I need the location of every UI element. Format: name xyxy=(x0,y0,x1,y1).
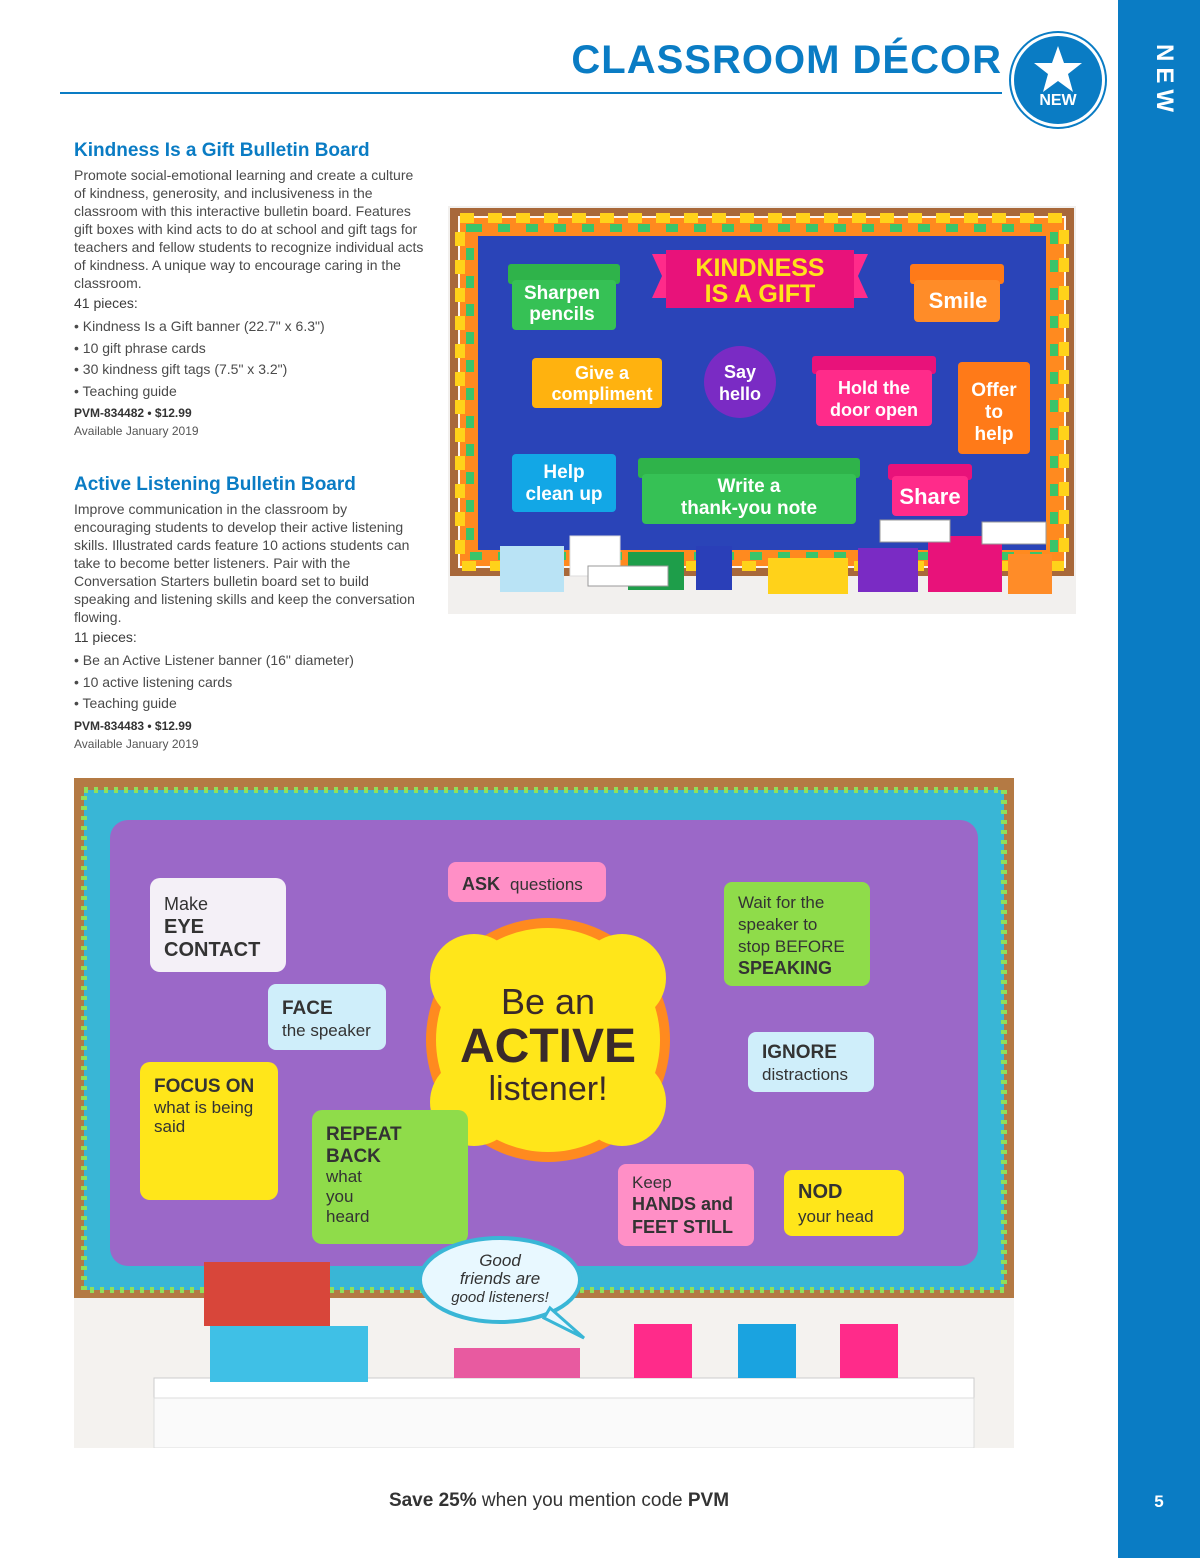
list-item: • Teaching guide xyxy=(74,693,426,715)
card-bold: FACE xyxy=(282,998,333,1019)
page-number: 5 xyxy=(1154,1492,1164,1511)
card-line: what xyxy=(326,1167,362,1186)
listening-card-face-speaker xyxy=(268,984,386,1050)
product-title: Kindness Is a Gift Bulletin Board xyxy=(74,140,370,161)
card-line: FEET STILL xyxy=(632,1217,733,1237)
product-description: Promote social-emotional learning and create a culture of kindness, generosity, and inclusiveness in the classroom with this interactive bulletin board. Features gift boxes with kind acts to do at school and gift tags for teachers and fellow students to recognize individual acts of kindness. A unique way to encourage caring in the classroom. xyxy=(74,167,424,291)
product-pieces: 11 pieces: xyxy=(74,629,137,645)
basket xyxy=(210,1326,368,1382)
new-badge xyxy=(1014,36,1102,124)
card-line: Offer xyxy=(971,380,1017,401)
product-pieces: 41 pieces: xyxy=(74,295,138,311)
card-line: you xyxy=(326,1187,354,1206)
center-line: Be an xyxy=(500,981,596,1022)
list-item: • 10 gift phrase cards xyxy=(74,338,426,360)
side-new-label: NEW xyxy=(1151,44,1178,118)
card-bold: REPEAT xyxy=(326,1124,402,1145)
card-line: thank-you note xyxy=(680,498,818,519)
listening-card-ask-questions xyxy=(448,862,606,902)
listening-card-nod xyxy=(784,1170,904,1236)
product-sku-price: PVM-834482 • $12.99 xyxy=(74,406,192,420)
side-band xyxy=(1118,0,1200,1558)
gift-card-help-clean xyxy=(512,454,616,512)
card-line: compliment xyxy=(551,384,653,404)
card-line: what is being xyxy=(154,1098,254,1117)
list-item: • Kindness Is a Gift banner (22.7" x 6.3") xyxy=(74,316,426,338)
bubble-line: friends are xyxy=(459,1269,541,1288)
card-line: your head xyxy=(798,1207,874,1226)
listening-card-eye-contact xyxy=(150,878,286,972)
card-line: Share xyxy=(899,484,961,509)
card-line: HANDS and xyxy=(632,1194,734,1214)
card-line: Sharpen xyxy=(523,283,601,304)
list-item: • Teaching guide xyxy=(74,381,426,403)
card-bold: Wait for the xyxy=(738,893,825,912)
gift-card-offer-help xyxy=(958,362,1030,454)
listening-card-ignore xyxy=(748,1032,874,1092)
gift-card-smile xyxy=(910,264,1004,322)
product-availability: Available January 2019 xyxy=(74,736,199,751)
list-item: • Be an Active Listener banner (16" diameter) xyxy=(74,650,426,672)
card-line: Smile xyxy=(928,288,988,313)
product-description: Improve communication in the classroom by encouraging students to develop their active listening skills. Illustrated cards feature 10 actions students can take to become better listeners. Pair with the Conversation Starters bulletin board set to build speaking and listening skills and keep the conversation flowing. xyxy=(74,501,415,625)
new-badge-label: NEW xyxy=(1039,92,1077,109)
bubble-line: good listeners! xyxy=(451,1289,549,1306)
footer-discount: Save 25% xyxy=(388,1490,477,1511)
card-line: clean up xyxy=(525,484,603,505)
card-line: Give a xyxy=(574,363,630,383)
center-line: ACTIVE xyxy=(459,1020,637,1073)
card-bold: Make xyxy=(164,894,209,914)
card-line: door open xyxy=(830,400,918,420)
card-line: speaker to xyxy=(738,915,818,934)
listening-card-wait xyxy=(724,882,870,986)
list-item: • 10 active listening cards xyxy=(74,672,426,694)
card-line: Say xyxy=(723,362,757,382)
gift-card-say-hello xyxy=(704,346,776,418)
header-divider xyxy=(60,92,1002,94)
card-line: heard xyxy=(326,1207,370,1226)
card-line: distractions xyxy=(762,1065,848,1084)
card-line: pencils xyxy=(529,304,595,325)
listening-card-keep-still xyxy=(618,1164,754,1246)
footer-promo xyxy=(0,1490,1118,1512)
page-title: CLASSROOM DÉCOR xyxy=(571,38,1002,82)
banner-line: KINDNESS xyxy=(695,254,825,282)
product-active-listening xyxy=(74,474,426,751)
gift-card-sharpen-pencils xyxy=(508,264,620,330)
card-line: questions xyxy=(510,875,583,894)
card-line: hello xyxy=(718,384,762,404)
product-sku-price: PVM-834483 • $12.99 xyxy=(74,718,192,733)
card-line: Write a xyxy=(717,476,781,497)
kindness-board-photo xyxy=(448,206,1076,614)
card-line: the speaker xyxy=(282,1021,371,1040)
gift-card-give-compliment xyxy=(532,358,662,408)
list-item: • 30 kindness gift tags (7.5" x 3.2") xyxy=(74,359,426,381)
gift-card-share xyxy=(888,464,972,516)
gift-card-thank-you xyxy=(638,458,860,524)
card-line: Help xyxy=(543,462,585,483)
crayon-bucket xyxy=(738,1324,796,1378)
card-bold: ASK xyxy=(462,874,501,894)
listening-card-focus xyxy=(140,1062,278,1200)
center-line: listener! xyxy=(488,1070,608,1108)
card-line: SPEAKING xyxy=(738,958,833,978)
product-title: Active Listening Bulletin Board xyxy=(74,474,356,495)
card-bold: NOD xyxy=(798,1181,843,1203)
gift-card-hold-door xyxy=(812,356,936,426)
star-icon xyxy=(1032,44,1084,94)
pencil-bucket xyxy=(634,1324,692,1378)
card-line: BACK xyxy=(326,1146,381,1167)
marker-bucket xyxy=(840,1324,898,1378)
kindness-banner xyxy=(652,250,868,308)
card-bold: Keep xyxy=(632,1173,672,1192)
footer-text: when you mention code xyxy=(476,1490,688,1511)
banner-line: IS A GIFT xyxy=(704,280,816,308)
listening-card-repeat-back xyxy=(312,1110,468,1244)
product-kindness xyxy=(74,140,426,438)
card-bold: IGNORE xyxy=(762,1042,837,1063)
card-line: to xyxy=(985,402,1003,423)
card-line: EYE xyxy=(164,916,205,938)
card-line: stop BEFORE xyxy=(738,937,845,956)
card-bold: FOCUS ON xyxy=(154,1076,255,1097)
footer-code: PVM xyxy=(687,1490,730,1511)
card-line: said xyxy=(154,1117,186,1136)
product-item-list xyxy=(74,650,426,715)
card-line: Hold the xyxy=(838,378,910,398)
active-listening-board-photo xyxy=(74,778,1014,1448)
card-line: help xyxy=(974,424,1014,445)
product-item-list xyxy=(74,316,426,402)
bubble-line: Good xyxy=(479,1251,521,1270)
card-line: CONTACT xyxy=(164,939,261,961)
product-availability: Available January 2019 xyxy=(74,424,199,438)
